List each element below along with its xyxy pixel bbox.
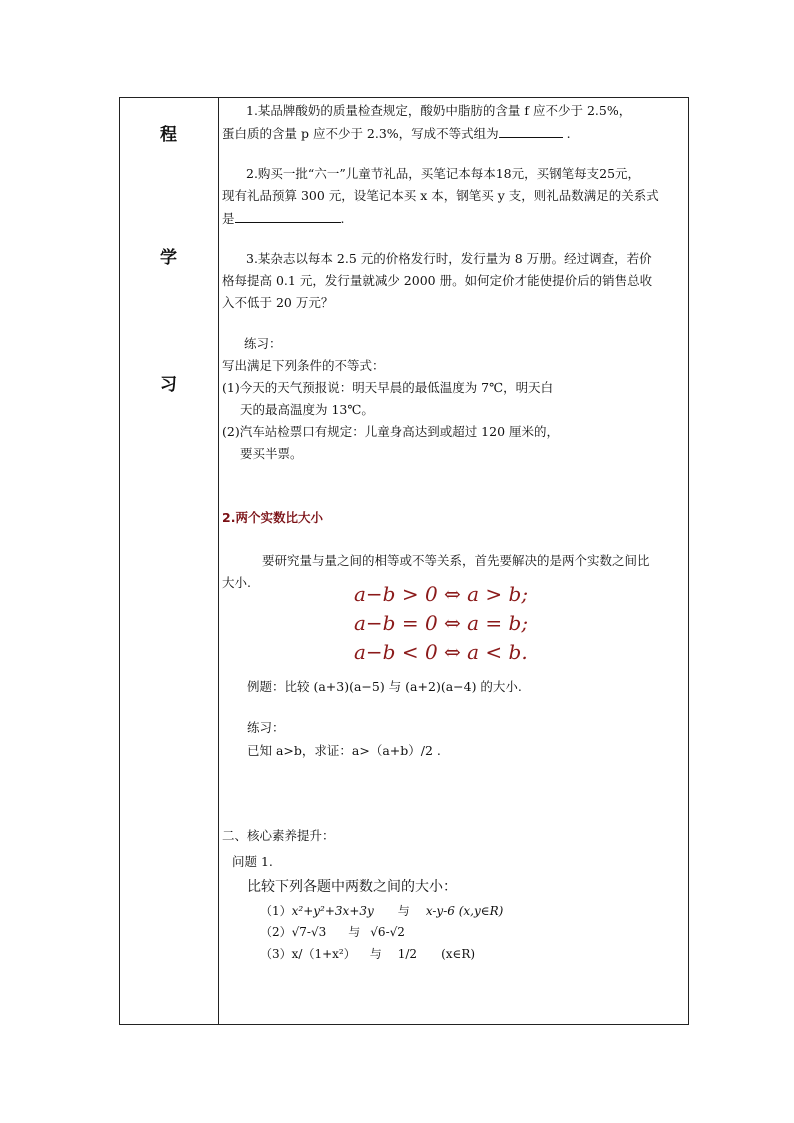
q1-text: 蛋白质的含量 p 应不少于 2.3%，写成不等式组为 <box>222 126 499 141</box>
q3-line3: 入不低于 20 万元？ <box>222 295 334 310</box>
problem-3-right: 1/2 <box>397 947 418 961</box>
problem-1-mid: 与 <box>397 904 410 918</box>
problem-2 <box>260 923 405 940</box>
problem-3-mid: 与 <box>369 947 382 961</box>
q3-line2: 格每提高 0.1 元，发行量就减少 2000 册。如何定价才能使提价后的销售总收 <box>222 273 653 288</box>
formula-equal: a−b = 0 ⇔ a = b; <box>354 611 529 635</box>
q1-end: . <box>566 126 571 141</box>
practice2-text: 已知 a>b，求证：a>（a+b）/2 . <box>247 743 441 758</box>
practice1-b-line1: (2)汽车站检票口有规定：儿童身高达到或超过 120 厘米的， <box>222 424 560 439</box>
problem-1-right: x-y-6 (x,y∈R) <box>425 904 504 918</box>
practice2-label: 练习： <box>247 720 285 735</box>
problem-1-left: x²+y²+3x+3y <box>291 904 374 918</box>
column-divider <box>218 97 219 1025</box>
core-intro: 比较下列各题中两数之间的大小： <box>247 879 457 895</box>
sidebar-label-xi: 习 <box>160 375 177 395</box>
section2-para-line2: 大小. <box>222 575 251 590</box>
q2-line3 <box>222 210 345 227</box>
section2-para-line1: 要研究量与量之间的相等或不等关系，首先要解决的是两个实数之间比 <box>262 553 650 568</box>
example-text: 例题：比较 (a+3)(a−5) 与 (a+2)(a−4) 的大小. <box>247 679 522 694</box>
q2-answer-blank <box>235 210 341 223</box>
sidebar-label-xue: 学 <box>160 248 177 268</box>
q1-answer-blank <box>499 125 563 138</box>
formula-less: a−b < 0 ⇔ a < b. <box>354 640 528 664</box>
q2-line1: 2.购买一批“六一”儿童节礼品，买笔记本每本18元，买钢笔每支25元， <box>246 166 641 181</box>
sidebar-label-cheng: 程 <box>160 125 177 145</box>
problem-2-left: √7-√3 <box>291 925 327 939</box>
practice1-b-line2: 要买半票。 <box>240 446 303 461</box>
core-problem-label: 问题 1. <box>232 854 273 869</box>
problem-1 <box>260 902 503 919</box>
problem-3-domain: (x∈R) <box>441 947 476 961</box>
practice1-a-line2: 天的最高温度为 13℃。 <box>240 402 374 417</box>
problem-3-number: （3） <box>260 947 292 961</box>
practice1-a-line1: (1)今天的天气预报说：明天早晨的最低温度为 7℃，明天白 <box>222 380 554 395</box>
problem-3 <box>260 945 475 962</box>
problem-2-right: √6-√2 <box>370 925 405 939</box>
practice1-intro: 写出满足下列条件的不等式： <box>222 358 385 373</box>
problem-2-number: （2） <box>260 925 292 939</box>
problem-2-mid: 与 <box>348 925 361 939</box>
q2-end: . <box>340 211 345 226</box>
problem-3-left: x/（1+x²） <box>291 947 356 961</box>
q2-text: 是 <box>222 211 235 226</box>
formula-greater: a−b > 0 ⇔ a > b; <box>354 582 529 606</box>
q1-line2 <box>222 125 571 142</box>
q1-line1: 1.某品牌酸奶的质量检查规定，酸奶中脂肪的含量 f 应不少于 2.5%， <box>246 103 632 118</box>
practice1-label: 练习： <box>244 336 282 351</box>
core-heading: 二、核心素养提升： <box>222 828 335 843</box>
problem-1-number: （1） <box>260 904 292 918</box>
section2-heading: 2.两个实数比大小 <box>222 510 323 525</box>
q3-line1: 3.某杂志以每本 2.5 元的价格发行时，发行量为 8 万册。经过调查，若价 <box>246 251 652 266</box>
q2-line2: 现有礼品预算 300 元，设笔记本买 x 本，钢笔买 y 支，则礼品数满足的关系式 <box>222 188 659 203</box>
